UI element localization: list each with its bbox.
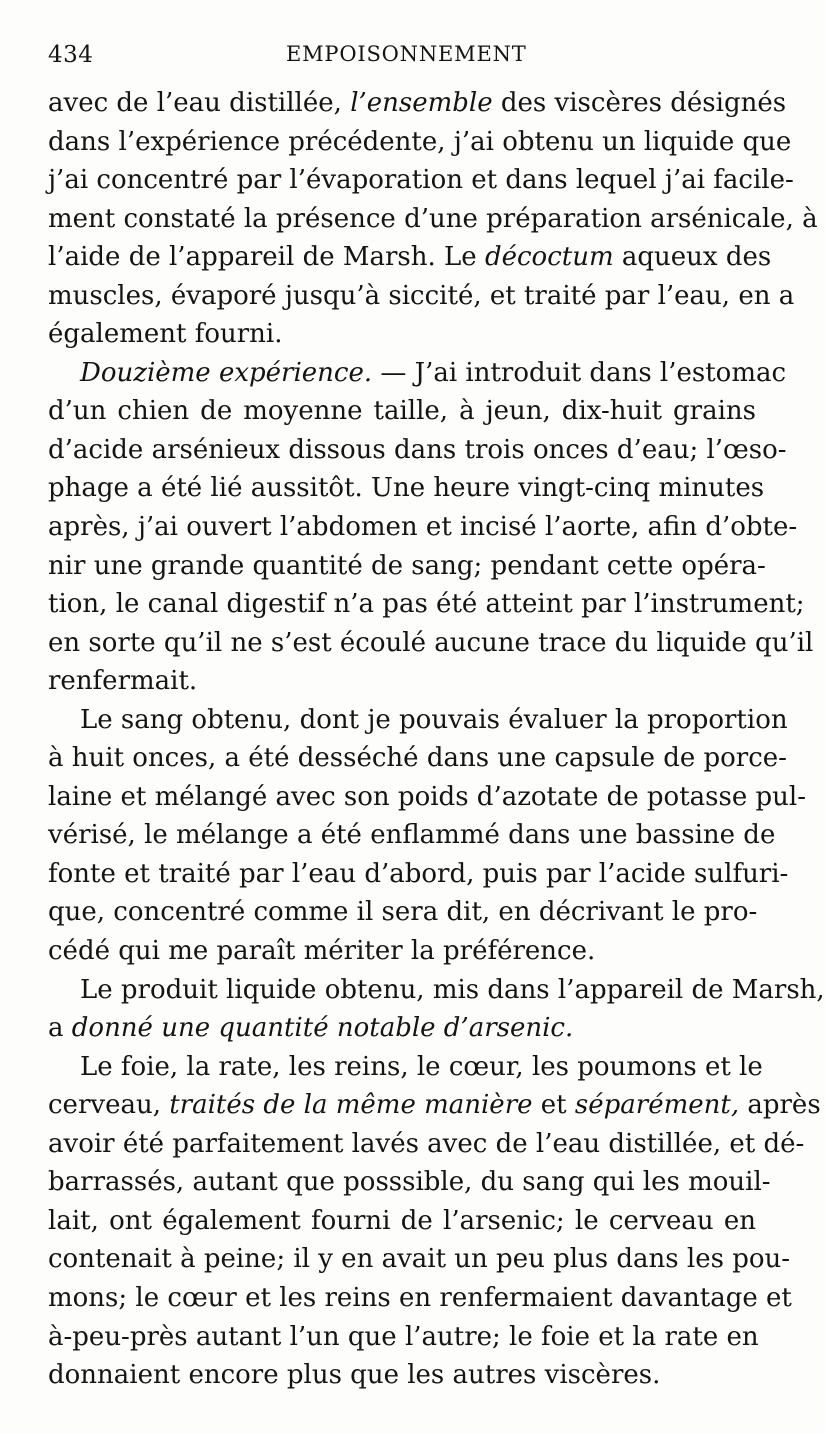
text-segment: Le produit liquide obtenu, mis dans l’appareil de Marsh,	[80, 974, 825, 1005]
text-line	[48, 662, 756, 701]
text-line	[48, 315, 756, 354]
text-segment: également fourni.	[48, 319, 283, 350]
text-line	[48, 1163, 771, 1202]
body-text	[48, 84, 825, 1395]
text-line	[48, 431, 787, 470]
text-line	[48, 778, 806, 817]
running-header	[48, 34, 756, 76]
text-segment: avoir été parfaitement lavés avec de l’eau distillée, et dé-	[48, 1128, 805, 1159]
italic-text: décoctum	[484, 242, 614, 273]
text-segment: dans l’expérience précédente, j’ai obtenu un liquide que	[48, 126, 792, 157]
text-segment: Le sang obtenu, dont je pouvais évaluer la proportion	[80, 704, 788, 735]
text-segment: — J’ai introduit dans l’estomac	[372, 357, 787, 388]
text-line	[48, 84, 787, 123]
page-number: 434	[48, 42, 94, 68]
text-segment: après, j’ai ouvert l’abdomen et incisé l’aorte, afin d’obte-	[48, 512, 798, 543]
running-title: EMPOISONNEMENT	[286, 42, 527, 66]
text-segment: renfermait.	[48, 666, 198, 697]
text-line	[48, 1086, 821, 1125]
text-line	[48, 277, 795, 316]
text-segment: mons; le cœur et les reins en renfermaient davantage et	[48, 1282, 792, 1313]
text-segment: des viscères désignés	[492, 88, 787, 118]
text-segment: et	[532, 1090, 575, 1121]
book-page	[48, 34, 825, 1414]
text-segment: que, concentré comme il sera dit, en décrivant le pro-	[48, 897, 758, 928]
text-segment: en sorte qu’il ne s’est écoulé aucune trace du liquide qu’il	[48, 627, 814, 658]
text-segment: après	[739, 1090, 821, 1121]
text-line	[48, 1279, 792, 1318]
text-segment: donnaient encore plus que les autres viscères.	[48, 1360, 661, 1391]
italic-text: donné une quantité notable d’arsenic.	[71, 1013, 574, 1044]
text-line	[48, 200, 818, 239]
text-segment: l’aide de l’appareil de Marsh. Le	[48, 242, 485, 273]
text-line	[48, 1356, 756, 1395]
text-segment: laine et mélangé avec son poids d’azotate de potasse pul-	[48, 781, 806, 812]
text-segment: fonte et traité par l’eau d’abord, puis par l’acide sulfuri-	[48, 858, 789, 889]
text-segment: lait, ont également fourni de l’arsenic; le cerveau en	[48, 1205, 756, 1236]
text-line	[48, 392, 756, 431]
text-line	[48, 893, 756, 932]
text-line	[48, 1240, 791, 1279]
text-segment: contenait à peine; il y en avait un peu plus dans les pou-	[48, 1244, 791, 1275]
text-line	[48, 238, 772, 277]
text-line	[48, 354, 787, 393]
text-segment: tion, le canal digestif n’a pas été atteint par l’instrument;	[48, 589, 805, 620]
italic-text: traités de la même manière	[169, 1090, 533, 1121]
text-line	[48, 1009, 756, 1048]
text-segment: aqueux des	[613, 242, 772, 273]
text-segment: phage a été lié aussitôt. Une heure vingt-cinq minutes	[48, 473, 765, 504]
text-line	[48, 932, 756, 971]
text-line	[48, 624, 814, 663]
text-segment: a	[48, 1013, 72, 1044]
text-line	[48, 547, 766, 586]
text-line	[48, 971, 825, 1010]
text-line	[48, 1202, 756, 1241]
text-line	[48, 816, 776, 855]
text-segment: avec de l’eau distillée,	[48, 88, 351, 118]
text-segment: j’ai concentré par l’évaporation et dans lequel j’ai facile-	[48, 165, 794, 196]
text-segment: d’acide arsénieux dissous dans trois onces d’eau; l’œso-	[48, 434, 787, 465]
text-line	[48, 739, 787, 778]
text-line	[48, 123, 792, 162]
text-segment: barrassés, autant que posssible, du sang qui les mouil-	[48, 1167, 771, 1198]
text-segment: cerveau,	[48, 1090, 170, 1121]
text-line	[48, 161, 794, 200]
italic-text: l’ensemble	[350, 88, 493, 118]
text-segment: ment constaté la présence d’une préparation arsénicale, à	[48, 203, 818, 234]
text-line	[48, 469, 765, 508]
text-line	[48, 701, 788, 740]
text-line	[48, 508, 798, 547]
text-line	[48, 1125, 805, 1164]
text-line	[48, 585, 805, 624]
text-segment: d’un chien de moyenne taille, à jeun, dix-huit grains	[48, 396, 756, 427]
italic-text: séparément,	[574, 1090, 740, 1121]
italic-text: Douzième expérience.	[80, 357, 373, 388]
text-segment: muscles, évaporé jusqu’à siccité, et traité par l’eau, en a	[48, 280, 795, 311]
text-segment: à-peu-près autant l’un que l’autre; le foie et la rate en	[48, 1321, 759, 1352]
text-segment: Le foie, la rate, les reins, le cœur, les poumons et le	[80, 1051, 763, 1082]
text-segment: à huit onces, a été desséché dans une capsule de porce-	[48, 743, 787, 774]
text-line	[48, 855, 789, 894]
text-segment: nir une grande quantité de sang; pendant cette opéra-	[48, 550, 766, 581]
text-line	[48, 1318, 759, 1357]
text-line	[48, 1048, 763, 1087]
text-segment: cédé qui me paraît mériter la préférence.	[48, 936, 596, 967]
text-segment: vérisé, le mélange a été enflammé dans une bassine de	[48, 820, 776, 851]
